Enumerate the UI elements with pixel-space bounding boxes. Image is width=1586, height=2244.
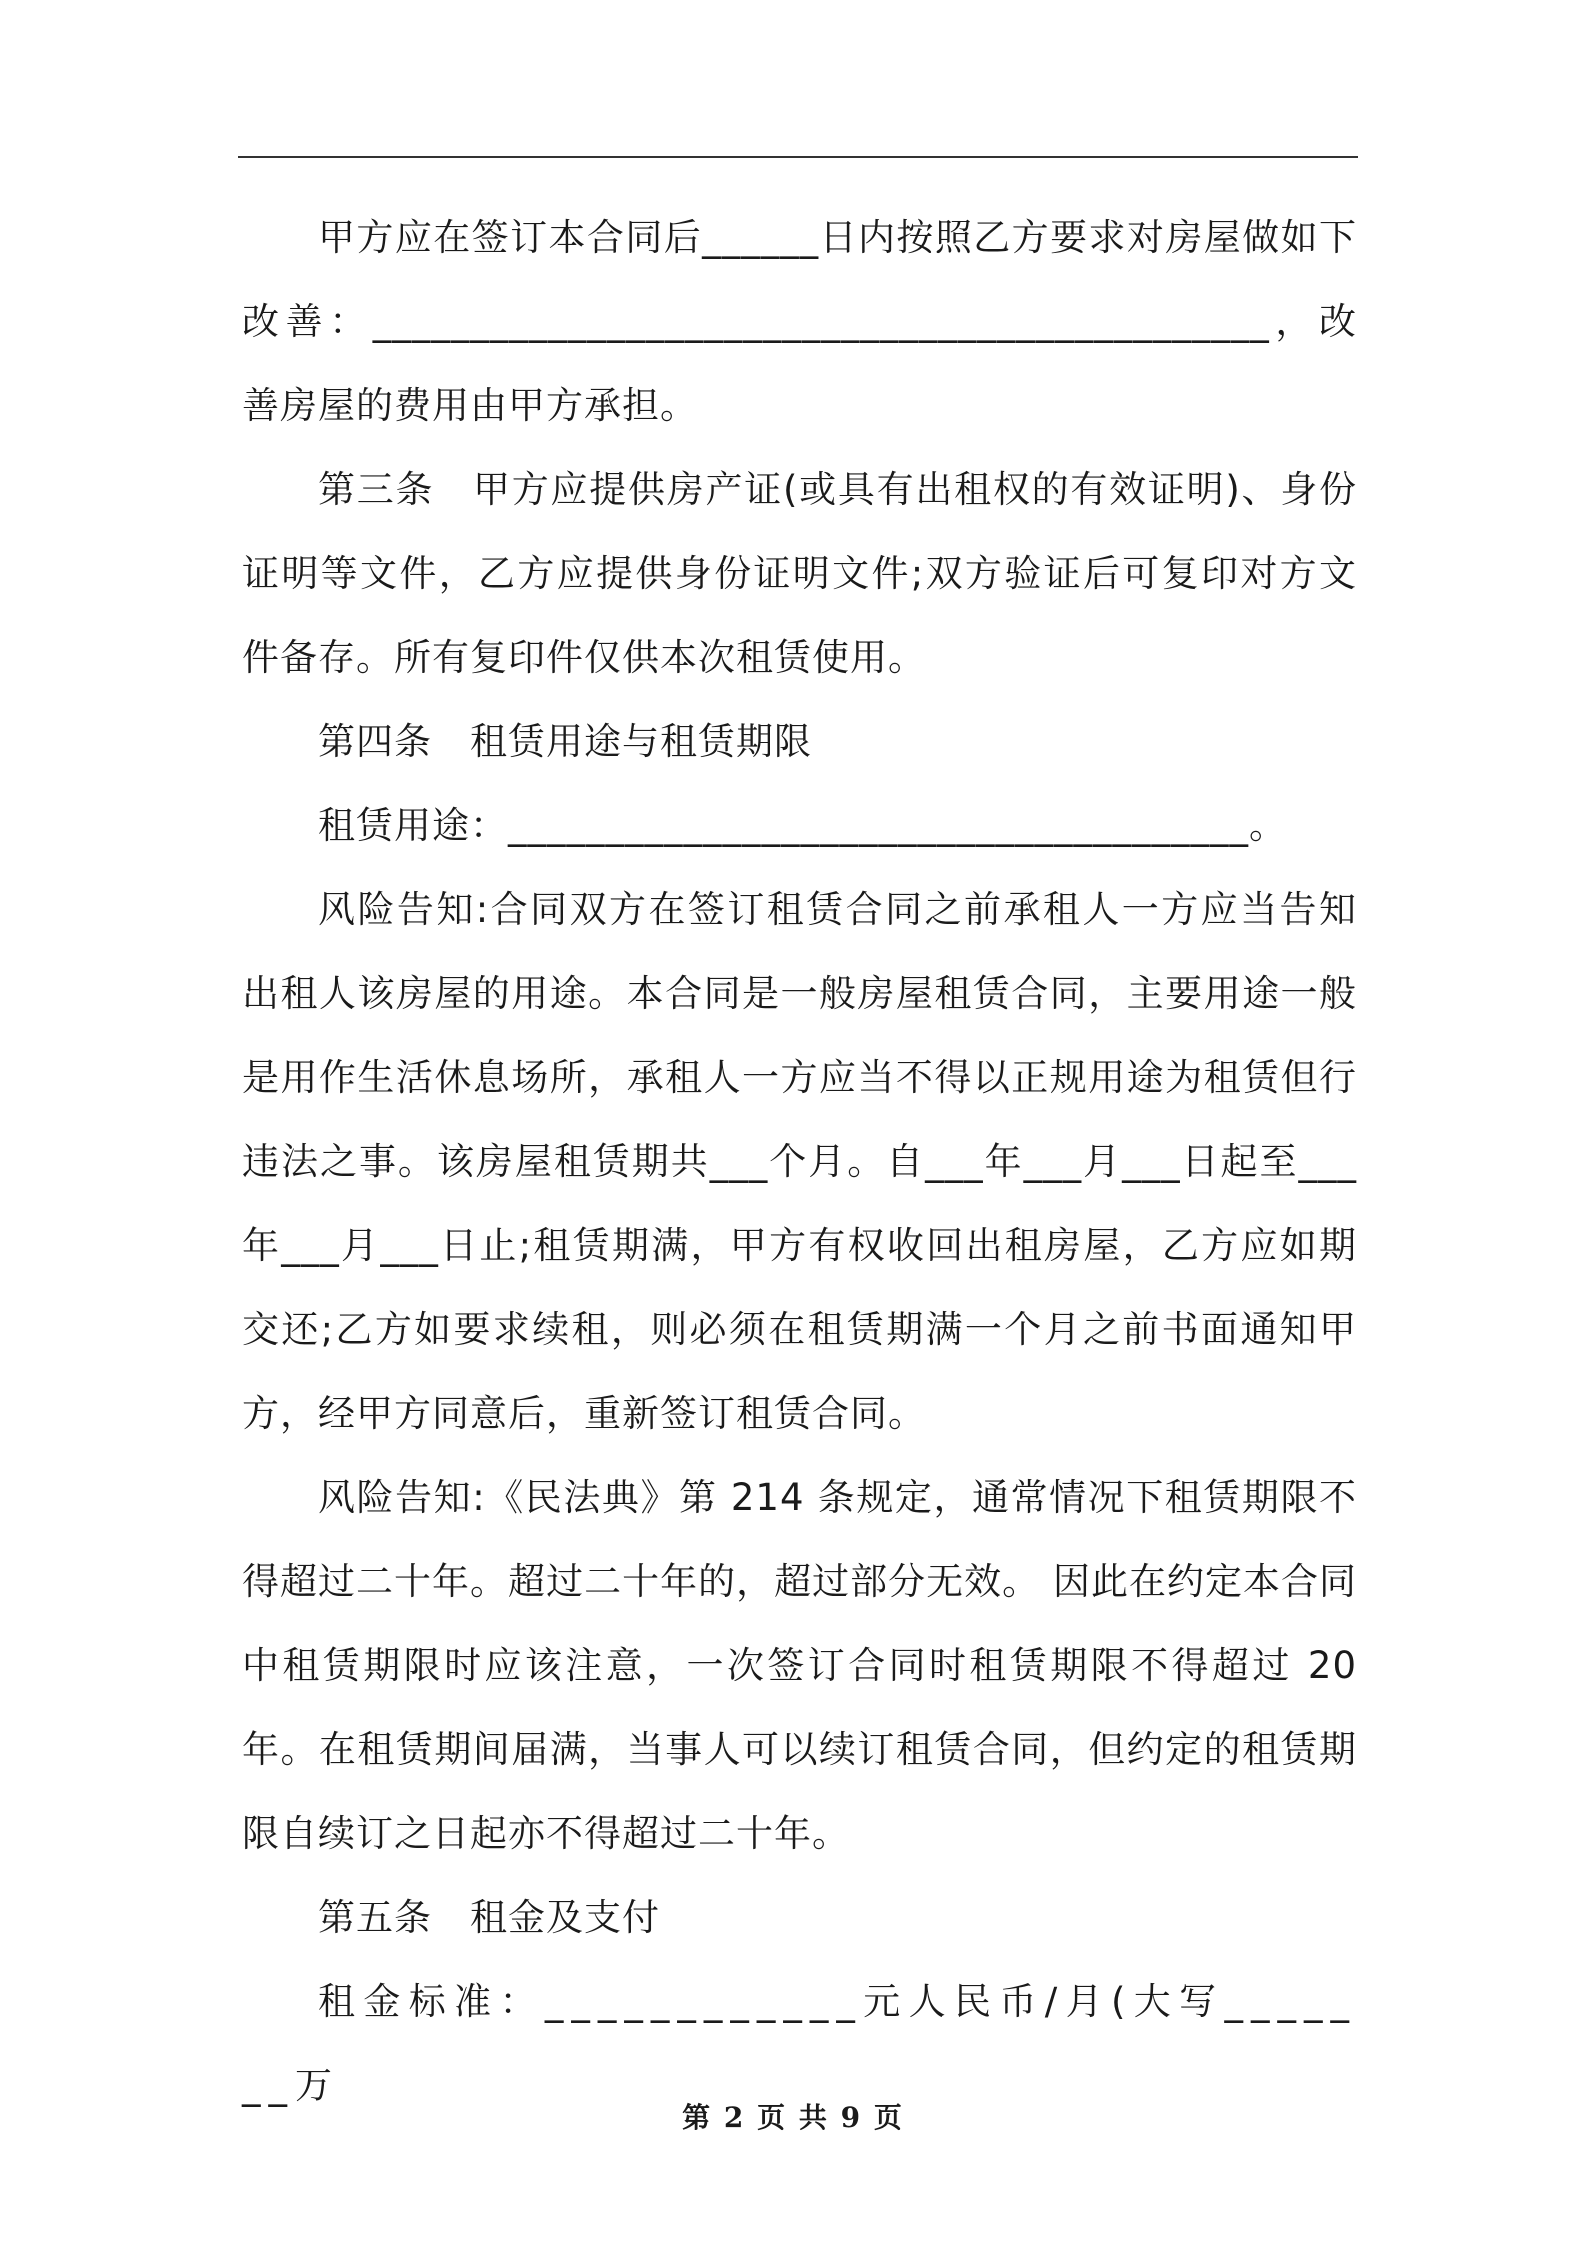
header-rule xyxy=(238,156,1358,158)
paragraph-article-3: 第三条 甲方应提供房产证(或具有出租权的有效证明)、身份证明等文件，乙方应提供身份证明文件;双方验证后可复印对方文件备存。所有复印件仅供本次租赁使用。 xyxy=(242,468,1357,679)
page-number-footer: 第 2 页 共 9 页 xyxy=(682,2101,904,2134)
paragraph-risk-notice-1: 风险告知:合同双方在签订租赁合同之前承租人一方应当告知出租人该房屋的用途。本合同是一般房屋租赁合同，主要用途一般是用作生活休息场所，承租人一方应当不得以正规用途为租赁但行违法之事。该房屋租赁期共___个月。自___年___月___日起至___年___月___日止;租赁期满，甲方有权收回出租房屋，乙方应如期交还;乙方如要求续租，则必须在租赁期满一个月之前书面通知甲方，经甲方同意后，重新签订租赁合同。 xyxy=(242,888,1357,1435)
paragraph-risk-notice-2: 风险告知:《民法典》第 214 条规定，通常情况下租赁期限不得超过二十年。超过二十年的，超过部分无效。 因此在约定本合同中租赁期限时应该注意，一次签订合同时租赁期限不得超过 20 年。在租赁期间届满，当事人可以续订租赁合同，但约定的租赁期限自续订之日起亦不得超过二十年。 xyxy=(242,1476,1357,1855)
heading-article-4: 第四条 租赁用途与租赁期限 xyxy=(318,720,812,763)
paragraph-improvement-clause: 甲方应在签订本合同后______日内按照乙方要求对房屋做如下改善：______________________________________________，改善房屋的费用由甲方承担。 xyxy=(242,216,1357,427)
document-body xyxy=(242,196,1357,2128)
heading-article-5: 第五条 租金及支付 xyxy=(318,1896,660,1939)
paragraph-rent-standard: 租金标准：____________元人民币/月(大写_______万 xyxy=(242,1980,1357,2107)
paragraph-lease-purpose: 租赁用途：______________________________________。 xyxy=(318,804,1287,847)
